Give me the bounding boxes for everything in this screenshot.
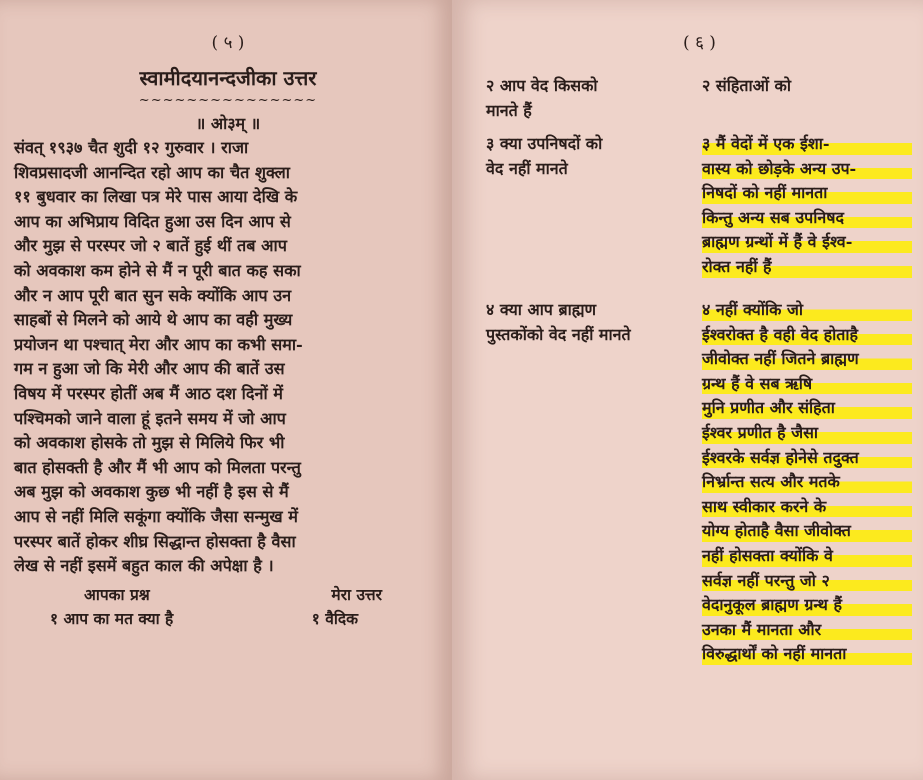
question-line: २ आप वेद किसको (486, 76, 598, 95)
answer-line: वेदानुकूल ब्राह्मण ग्रन्थ हैं (702, 593, 912, 618)
question-line: ४ क्या आप ब्राह्मण (486, 300, 597, 319)
question-3 (486, 132, 692, 181)
answer-line: ४ नहीं क्योंकि जो (702, 298, 912, 323)
text-line: और न आप पूरी बात सुन सके क्योंकि आप उन (14, 285, 292, 305)
text-line: को अवकाश कम होने से मैं न पूरी बात कह सका (14, 260, 301, 280)
question-line: मानते हैं (486, 100, 532, 120)
ornament-divider: ~~~~~~~~~~~~~~~ (138, 93, 318, 108)
qa-column-headers (14, 579, 442, 605)
text-line: अब मुझ को अवकाश कुछ भी नहीं है इस से मैं (14, 482, 289, 502)
answer-line: योग्य होताहै वैसा जीवोक्त (702, 519, 912, 544)
answer-line: मुनि प्रणीत और संहिता (702, 396, 912, 421)
text-line: परस्पर बातें होकर शीघ्र सिद्धान्त होसक्ता है वैसा (14, 531, 296, 551)
answer-4 (702, 298, 912, 667)
question-line: ३ क्या उपनिषदों को (486, 134, 603, 153)
answer-line: विरुद्धार्थों को नहीं मानता (702, 642, 912, 667)
question-line: वेद नहीं मानते (486, 158, 568, 178)
text-line: विषय में परस्पर होतीं अब मैं आठ दश दिनों में (14, 383, 283, 403)
answer-line: जीवोक्त नहीं जितने ब्राह्मण (702, 347, 912, 372)
text-line: आप से नहीं मिलि सकूंगा क्योंकि जैसा सन्मुख में (14, 506, 298, 526)
answer-line: नहीं होसक्ता क्योंकि वे (702, 544, 912, 569)
question-column-header: आपका प्रश्न (84, 584, 150, 604)
text-line: बात होसक्ती है और मैं भी आप को मिलता परन्तु (14, 457, 301, 477)
question-4 (486, 298, 692, 347)
text-line: पश्चिमको जाने वाला हूं इतने समय में जो आप (14, 408, 286, 428)
section-heading: स्वामीदयानन्दजीका उत्तर (139, 66, 317, 90)
text-line: शिवप्रसादजी आनन्दित रहो आप का चैत शुक्ला (14, 162, 290, 182)
question-1: १ आप का मत क्या है (50, 608, 174, 628)
answer-line: ३ मैं वेदों में एक ईशा- (702, 132, 912, 157)
answer-line: सर्वज्ञ नहीं परन्तु जो २ (702, 569, 912, 594)
text-line: को अवकाश होसके तो मुझ से मिलिये फिर भी (14, 433, 285, 453)
answer-line: रोक्त नहीं हैं (702, 255, 912, 280)
qa-row-1 (14, 605, 442, 629)
answer-line: साथ स्वीकार करने के (702, 495, 912, 520)
answer-line: ब्राह्मण ग्रन्थों में हैं वे ईश्व- (702, 230, 912, 255)
page-number: ( ६ ) (683, 33, 716, 53)
text-line: आप का अभिप्राय विदित हुआ उस दिन आप से (14, 211, 291, 231)
answer-line: ग्रन्थ हैं वे सब ऋषि (702, 372, 912, 397)
answer-line: किन्तु अन्य सब उपनिषद (702, 206, 912, 231)
text-line: प्रयोजन था पश्चात् मेरा और आप का कभी समा- (14, 334, 303, 354)
answer-2 (702, 74, 912, 99)
question-line: पुस्तकोंको वेद नहीं मानते (486, 324, 631, 344)
question-2 (486, 74, 692, 123)
answer-line: ईश्वरोक्त है वही वेद होताहै (702, 323, 912, 348)
answer-1: १ वैदिक (311, 608, 358, 628)
answer-line: निषदों को नहीं मानता (702, 181, 912, 206)
text-line: और मुझ से परस्पर जो २ बातें हुई थीं तब आप (14, 236, 287, 256)
text-line: गम न हुआ जो कि मेरी और आप की बातें उस (14, 359, 285, 379)
answer-line: वास्य को छोड़के अन्य उप- (702, 157, 912, 182)
answer-line: उनका मैं मानता और (702, 618, 912, 643)
text-line: साहबों से मिलने को आये थे आप का वही मुख्य (14, 310, 293, 330)
text-line: लेख से नहीं इसमें बहुत काल की अपेक्षा है । (14, 556, 274, 576)
answer-line: २ संहिताओं को (702, 76, 791, 95)
om-invocation: ॥ ओ३म् ॥ (195, 114, 261, 133)
text-line: संवत् १९३७ चैत शुदी १२ गुरुवार । राजा (14, 138, 249, 157)
right-page (452, 0, 923, 780)
answer-line: ईश्वरके सर्वज्ञ होनेसे तदुक्त (702, 446, 912, 471)
answer-line: निर्भ्रान्त सत्य और मतके (702, 470, 912, 495)
letter-body (14, 136, 442, 579)
answer-3 (702, 132, 912, 280)
answer-column-header: मेरा उत्तर (331, 584, 382, 604)
text-line: ११ बुधवार का लिखा पत्र मेरे पास आया देखि के (14, 187, 298, 207)
left-page (0, 0, 452, 780)
page-number: ( ५ ) (211, 33, 245, 53)
answer-line: ईश्वर प्रणीत है जैसा (702, 421, 912, 446)
